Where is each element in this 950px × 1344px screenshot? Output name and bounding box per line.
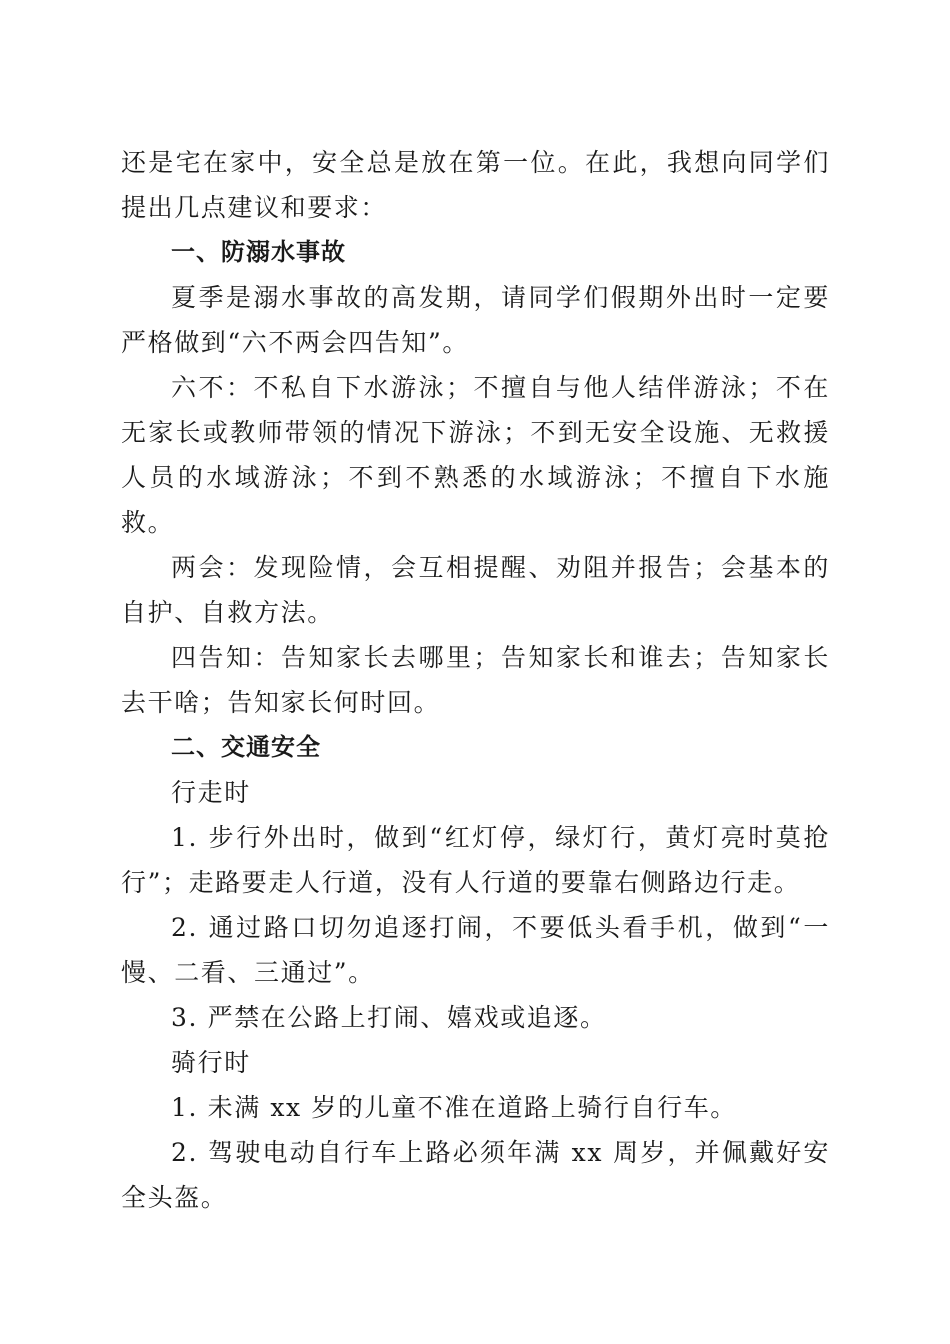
subheading-walking: 行走时 xyxy=(171,778,251,807)
paragraph-walking-rule-3: 3. 严禁在公路上打闹、嬉戏或追逐。 xyxy=(171,1003,607,1032)
paragraph-two-skills: 两会：发现险情，会互相提醒、劝阻并报告；会基本的自护、自救方法。 xyxy=(121,553,830,627)
intro-paragraph: 还是宅在家中，安全总是放在第一位。在此，我想向同学们提出几点建议和要求： xyxy=(121,148,830,222)
document-body xyxy=(121,140,830,1220)
section-heading-traffic: 二、交通安全 xyxy=(171,733,321,761)
paragraph-walking-rule-2: 2. 通过路口切勿追逐打闹，不要低头看手机，做到“一慢、二看、三通过”。 xyxy=(121,913,830,987)
paragraph-six-nots: 六不：不私自下水游泳；不擅自与他人结伴游泳；不在无家长或教师带领的情况下游泳；不到无安全设施、无救援人员的水域游泳；不到不熟悉的水域游泳；不擅自下水施救。 xyxy=(121,373,830,537)
paragraph-four-notices: 四告知：告知家长去哪里；告知家长和谁去；告知家长去干啥；告知家长何时回。 xyxy=(121,643,830,717)
paragraph-cycling-rule-2: 2. 驾驶电动自行车上路必须年满 xx 周岁，并佩戴好安全头盔。 xyxy=(121,1138,830,1212)
section-heading-drowning: 一、防溺水事故 xyxy=(171,238,346,266)
subheading-cycling: 骑行时 xyxy=(171,1048,251,1077)
paragraph-walking-rule-1: 1. 步行外出时，做到“红灯停，绿灯行，黄灯亮时莫抢行”；走路要走人行道，没有人行道的要靠右侧路边行走。 xyxy=(121,823,830,897)
paragraph-summer-warning: 夏季是溺水事故的高发期，请同学们假期外出时一定要严格做到“六不两会四告知”。 xyxy=(121,283,830,357)
paragraph-cycling-rule-1: 1. 未满 xx 岁的儿童不准在道路上骑行自行车。 xyxy=(171,1093,737,1122)
